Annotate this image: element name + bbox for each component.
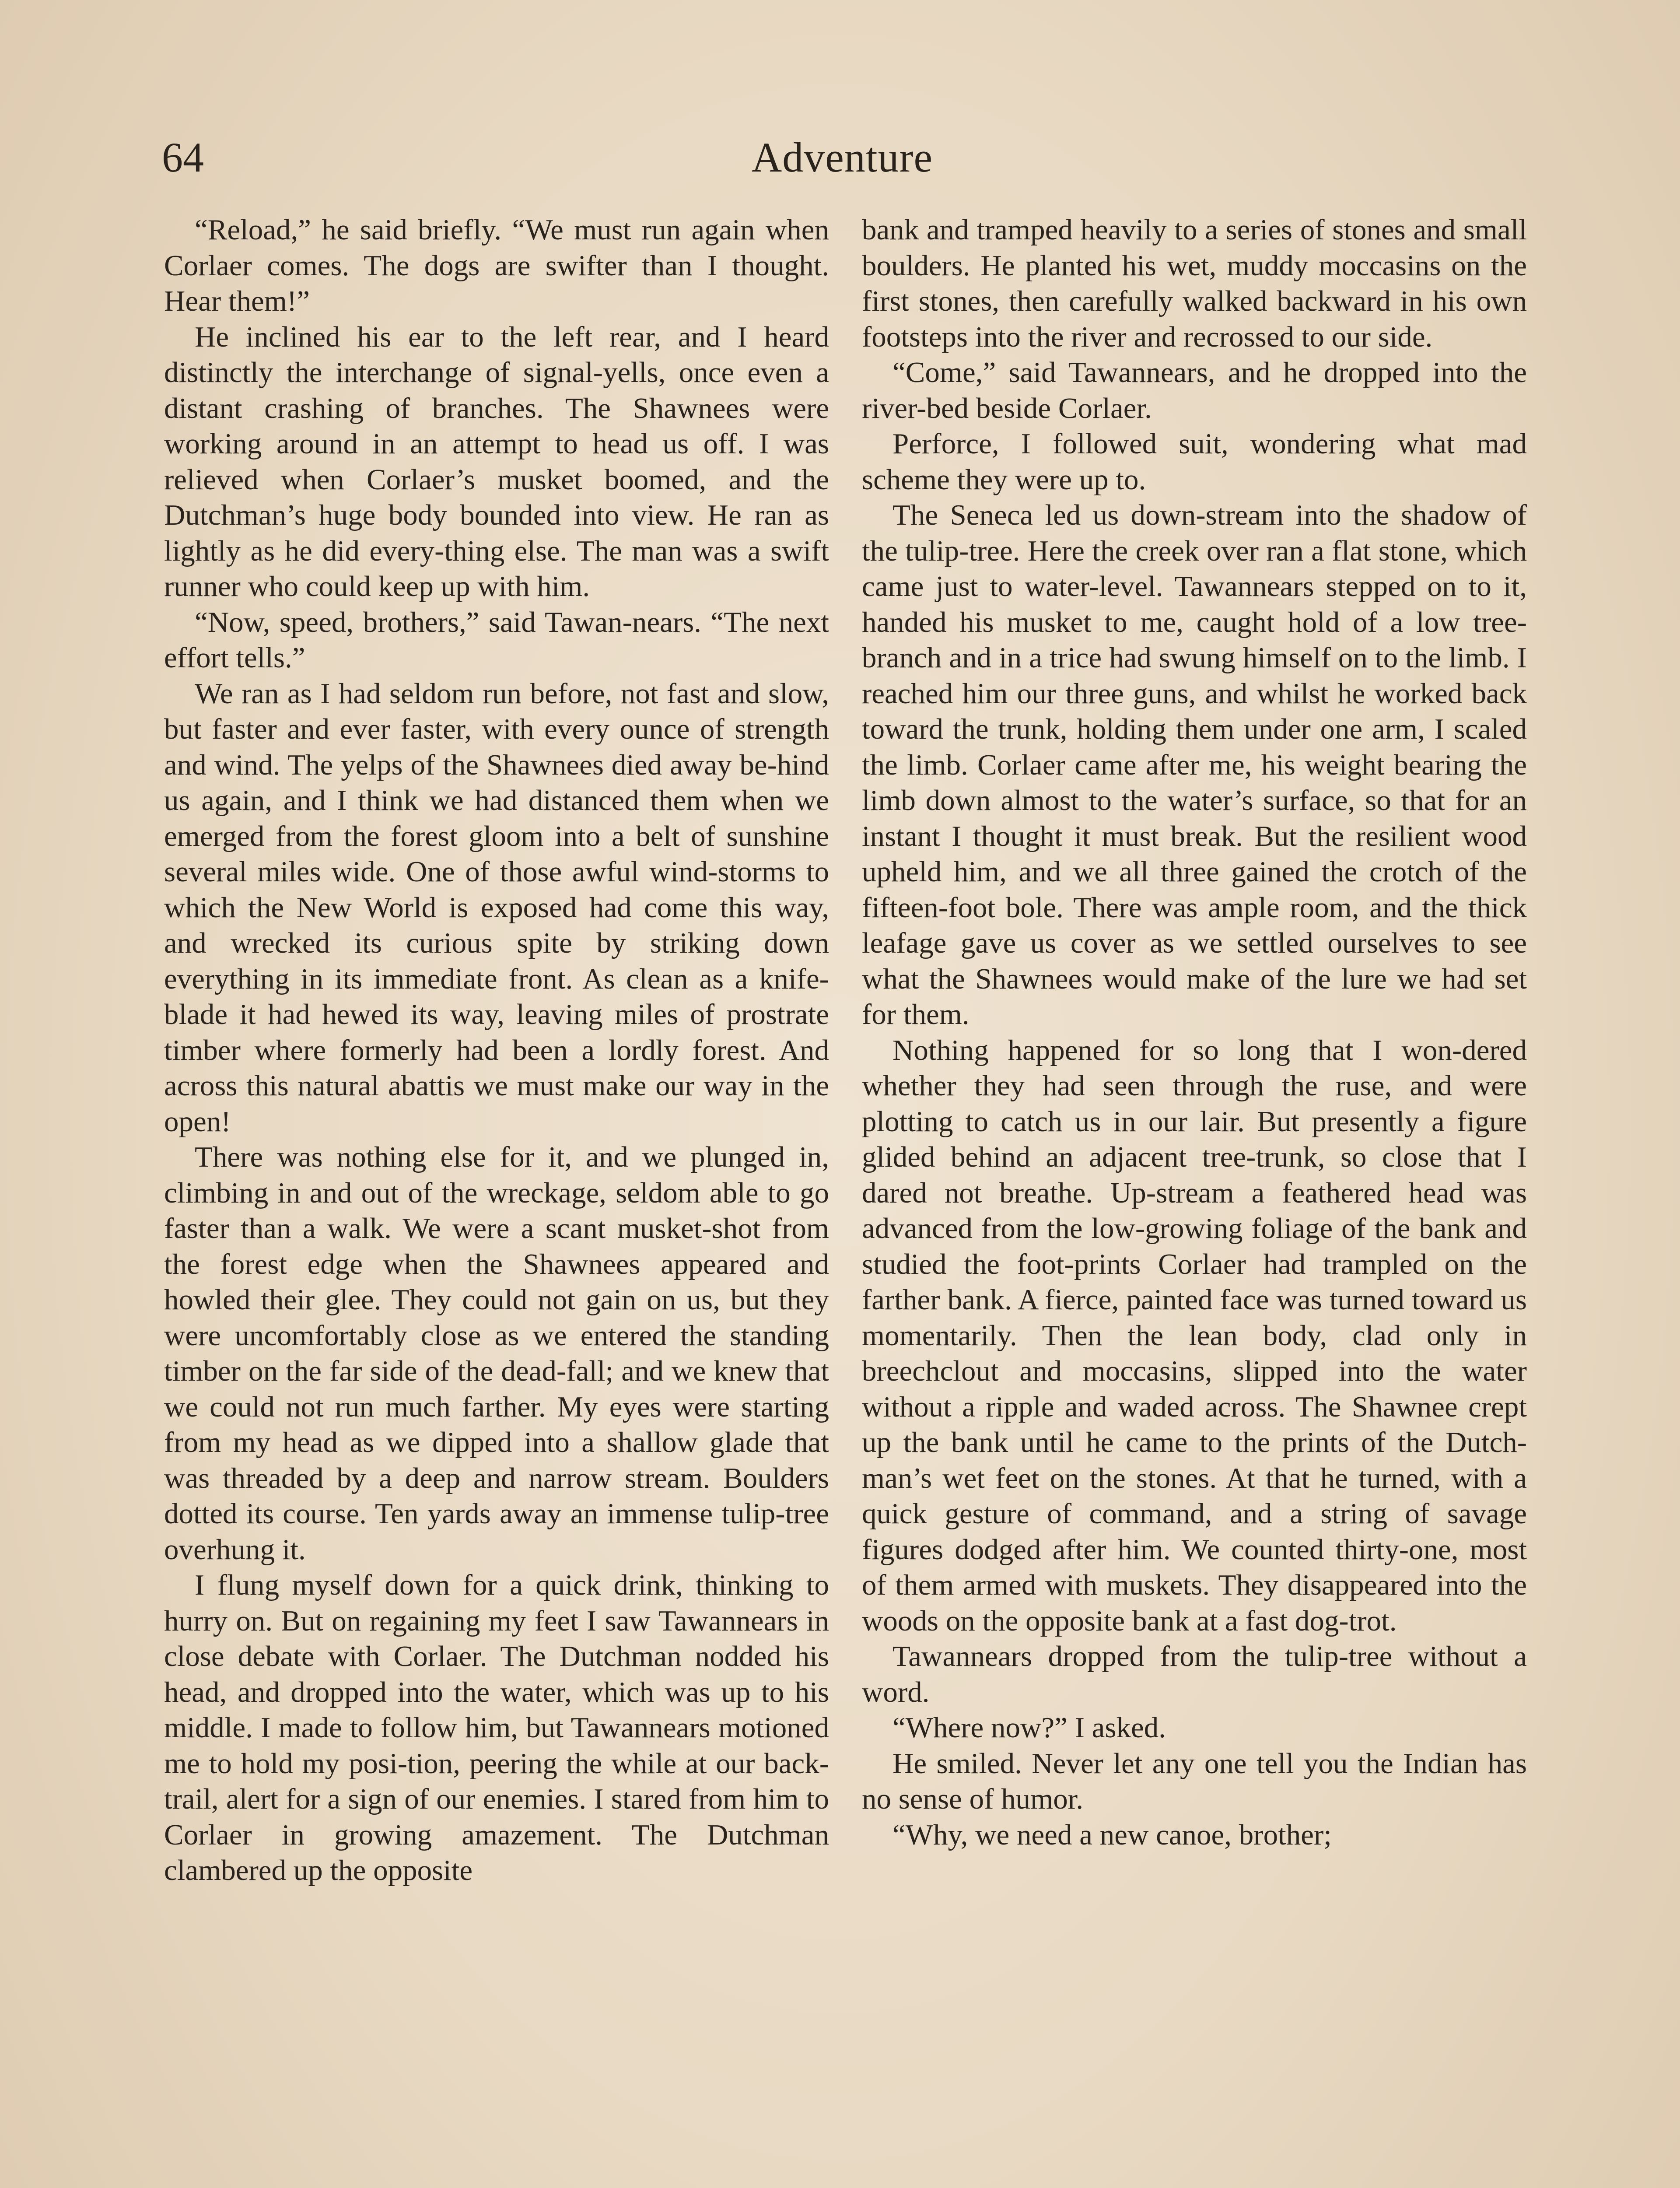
paragraph: “Why, we need a new canoe, brother; [892, 1818, 1332, 1851]
page-header [162, 127, 1522, 188]
paragraph: Nothing happened for so long that I won-dered whether they had seen through the ruse, and were plotting to catch us in our lair. But presently a figure glided behind an adjacent tree-trunk, so close that I dared not breathe. Up-stream a feathered head was advanced from the low-growing foliage of the bank and studied the foot-prints Corlaer had trampled on the farther bank. A fierce, painted face was turned toward us momentarily. Then the lean body, clad only in breechclout and moccasins, slipped into the water without a ripple and waded across. The Shawnee crept up the bank until he came to the prints of the Dutch-man’s wet feet on the stones. At that he turned, with a quick gesture of command, and a string of savage figures dodged after him. We counted thirty-one, most of them armed with muskets. They disappeared into the woods on the opposite bank at a fast dog-trot. [862, 1034, 1527, 1637]
paragraph: Perforce, I followed suit, wondering what mad scheme they were up to. [862, 428, 1527, 496]
paragraph: “Where now?” I asked. [892, 1711, 1166, 1744]
paragraph: The Seneca led us down-stream into the shadow of the tulip-tree. Here the creek over ran a flat stone, which came just to water-level. Tawannears stepped on to it, handed his musket to me, caught hold of a low tree-branch and in a trice had swung himself on to the limb. I reached him our three guns, and whilst he worked back toward the trunk, holding them under one arm, I scaled the limb. Corlaer came after me, his weight bearing the limb down almost to the water’s surface, so that for an instant I thought it must break. But the resilient wood upheld him, and we all three gained the crotch of the fifteen-foot bole. There was ample room, and the thick leafage gave us cover as we settled ourselves to see what the Shawnees would make of the lure we had set for them. [862, 499, 1527, 1031]
paragraph: Tawannears dropped from the tulip-tree without a word. [862, 1640, 1527, 1708]
paragraph: He inclined his ear to the left rear, and I heard distinctly the interchange of signal-yells, once even a distant crashing of branches. The Shawnees were working around in an attempt to head us off. I was relieved when Corlaer’s musket boomed, and the Dutchman’s huge body bounded into view. He ran as lightly as he did every-thing else. The man was a swift runner who could keep up with him. [164, 320, 829, 603]
paragraph: “Now, speed, brothers,” said Tawan-nears. “The next effort tells.” [164, 606, 829, 674]
paragraph: “Reload,” he said briefly. “We must run again when Corlaer comes. The dogs are swifter than I thought. Hear them!” [164, 214, 829, 317]
right-column [862, 212, 1527, 1853]
page-number: 64 [162, 134, 204, 181]
left-column [164, 212, 829, 1889]
paragraph: I flung myself down for a quick drink, thinking to hurry on. But on regaining my feet I saw Tawannears in close debate with Corlaer. The Dutchman nodded his head, and dropped into the water, which was up to his middle. I made to follow him, but Tawannears motioned me to hold my posi-tion, peering the while at our back-trail, alert for a sign of our enemies. I stared from him to Corlaer in growing amazement. The Dutchman clambered up the opposite [164, 1569, 829, 1886]
paragraph-continued: bank and tramped heavily to a series of stones and small boulders. He planted his wet, muddy moccasins on the first stones, then carefully walked backward in his own footsteps into the river and recrossed to our side. [862, 214, 1527, 353]
paragraph: There was nothing else for it, and we plunged in, climbing in and out of the wreckage, seldom able to go faster than a walk. We were a scant musket-shot from the forest edge when the Shawnees appeared and howled their glee. They could not gain on us, but they were uncomfortably close as we entered the standing timber on the far side of the dead-fall; and we knew that we could not run much farther. My eyes were starting from my head as we dipped into a shallow glade that was threaded by a deep and narrow stream. Boulders dotted its course. Ten yards away an immense tulip-tree overhung it. [164, 1141, 829, 1566]
paragraph: He smiled. Never let any one tell you the Indian has no sense of humor. [862, 1747, 1527, 1815]
paragraph: “Come,” said Tawannears, and he dropped into the river-bed beside Corlaer. [862, 356, 1527, 424]
running-title: Adventure [751, 134, 933, 181]
paragraph: We ran as I had seldom run before, not fast and slow, but faster and ever faster, with every ounce of strength and wind. The yelps of the Shawnees died away be-hind us again, and I think we had distanced them when we emerged from the forest gloom into a belt of sunshine several miles wide. One of those awful wind-storms to which the New World is exposed had come this way, and wrecked its curious spite by striking down everything in its immediate front. As clean as a knife-blade it had hewed its way, leaving miles of prostrate timber where formerly had been a lordly forest. And across this natural abattis we must make our way in the open! [164, 677, 829, 1138]
